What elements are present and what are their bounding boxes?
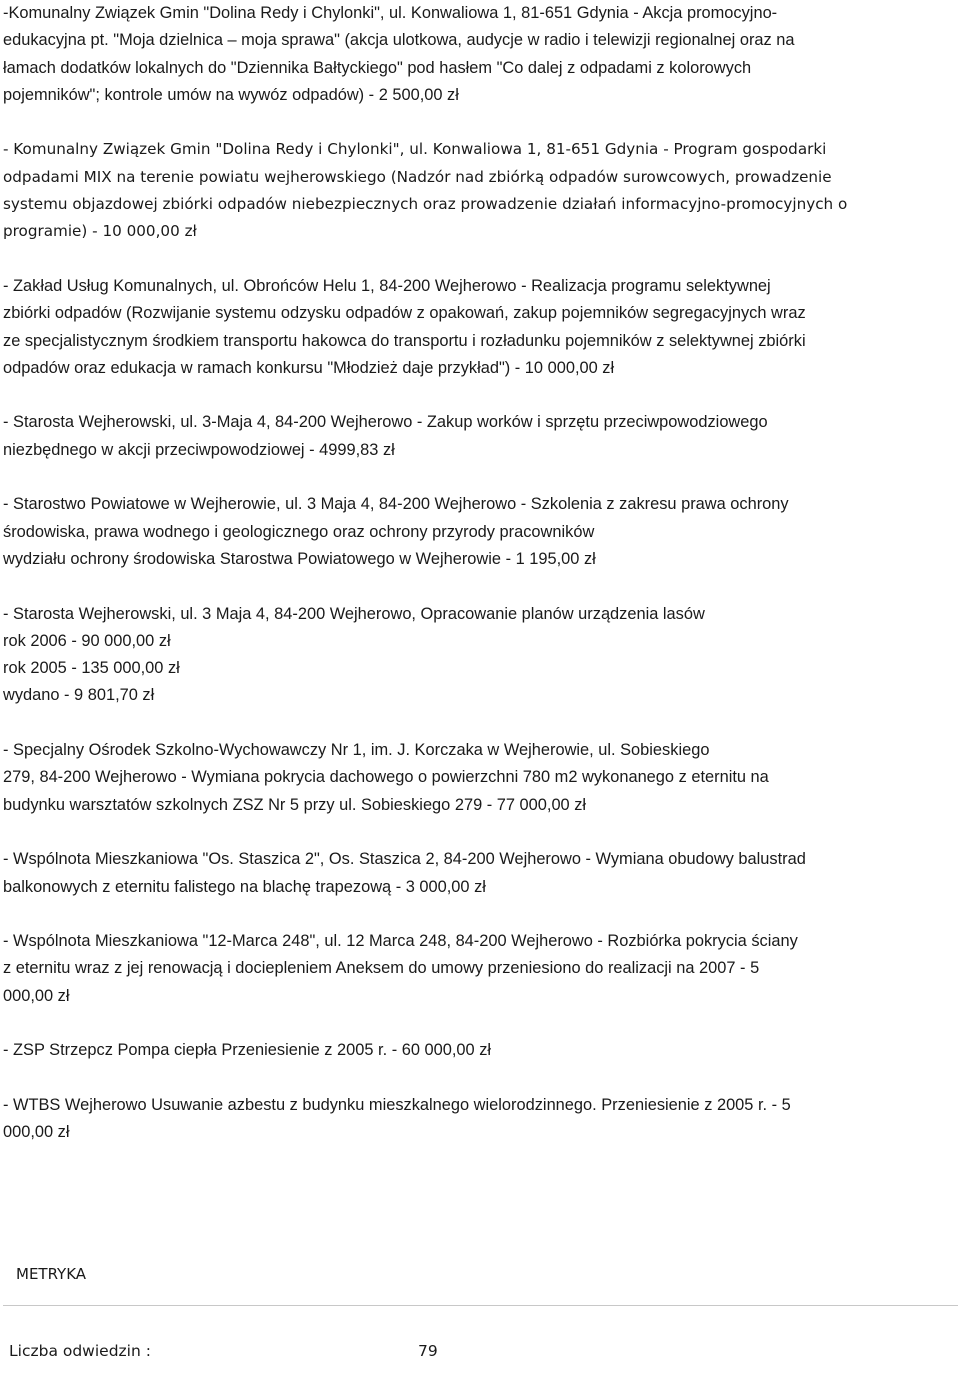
entry-forest-plans: - Starosta Wejherowski, ul. 3 Maja 4, 84-200 Wejherowo, Opracowanie planów urządzenia lasów rok 2006 - 90 000,00 zł rok 2005 - 135 000,00 zł wydano - 9 801,70 zł — [3, 604, 705, 705]
entry-promo-action: -Komunalny Związek Gmin "Dolina Redy i Chylonki", ul. Konwaliowa 1, 81-651 Gdynia - Akcja promocyjno- edukacyjna pt. "Moja dzielnica – moja sprawa" (akcja ulotkowa, audycje w radio i telewizji regionalnej oraz na łamach dodatków lokalnych do "Dziennika Bałtyckiego" pod hasłem "Co dalej z odpadami z kolorowych pojemników"; kontrole umów na wywóz odpadów) - 2 500,00 zł — [3, 4, 795, 104]
visits-value: 79 — [418, 1342, 438, 1360]
entry-training: - Starostwo Powiatowe w Wejherowie, ul. 3 Maja 4, 84-200 Wejherowo - Szkolenia z zakresu prawa ochrony środowiska, prawa wodnego i geologicznego oraz ochrony przyrody pracowników wydziału ochrony środowiska Starostwa Powiatowego w Wejherowie - 1 195,00 zł — [3, 495, 789, 568]
entry-mix-program: - Komunalny Związek Gmin "Dolina Redy i Chylonki", ul. Konwaliowa 1, 81-651 Gdynia - Program gospodarki odpadami MIX na terenie powiatu wejherowskiego (Nadzór nad zbiórką odpadów surowcowych, prowadzenie systemu objazdowej zbiórki odpadów niebezpiecznych oraz prowadzenie działań informacyjno-promocyjnych o programie) - 10 000,00 zł — [3, 140, 848, 241]
entry-heat-pump: - ZSP Strzepcz Pompa ciepła Przeniesienie z 2005 r. - 60 000,00 zł — [3, 1041, 492, 1060]
entry-flood-equipment: - Starosta Wejherowski, ul. 3-Maja 4, 84-200 Wejherowo - Zakup worków i sprzętu przeciwpowodziowego niezbędnego w akcji przeciwpowodziowej - 4999,83 zł — [3, 413, 768, 459]
entry-asbestos-removal: - WTBS Wejherowo Usuwanie azbestu z budynku mieszkalnego wielorodzinnego. Przeniesienie z 2005 r. - 5 000,00 zł — [3, 1095, 791, 1142]
metryka-heading: METRYKA — [16, 1265, 87, 1283]
entry-selective-collection: - Zakład Usług Komunalnych, ul. Obrońców Helu 1, 84-200 Wejherowo - Realizacja programu selektywnej zbiórki odpadów (Rozwijanie systemu odzysku odpadów z opakowań, zakup pojemników segregacyjnych wraz ze specjalistycznym środkiem transportu hakowca do transportu i rozładunku pojemników z selektywnej zbiórki odpadów oraz edukacja w ramach konkursu "Młodzież daje przykład") - 10 000,00 zł — [3, 276, 806, 377]
document-body — [3, 0, 958, 1146]
visits-label: Liczba odwiedzin : — [9, 1342, 151, 1360]
divider — [3, 1305, 958, 1306]
entry-roof-replacement: - Specjalny Ośrodek Szkolno-Wychowawczy Nr 1, im. J. Korczaka w Wejherowie, ul. Sobieskiego 279, 84-200 Wejherowo - Wymiana pokrycia dachowego o powierzchni 780 m2 wykonanego z eternitu na budynku warsztatów szkolnych ZSZ Nr 5 przy ul. Sobieskiego 279 - 77 000,00 zł — [3, 741, 769, 814]
entry-balustrade: - Wspólnota Mieszkaniowa "Os. Staszica 2", Os. Staszica 2, 84-200 Wejherowo - Wymiana obudowy balustrad balkonowych z eternitu falistego na blachę trapezową - 3 000,00 zł — [3, 850, 806, 896]
entry-wall-demolition: - Wspólnota Mieszkaniowa "12-Marca 248", ul. 12 Marca 248, 84-200 Wejherowo - Rozbiórka pokrycia ściany z eternitu wraz z jej renowacją i dociepleniem Aneksem do umowy przeniesiono do realizacji na 2007 - 5 000,00 zł — [3, 932, 798, 1005]
